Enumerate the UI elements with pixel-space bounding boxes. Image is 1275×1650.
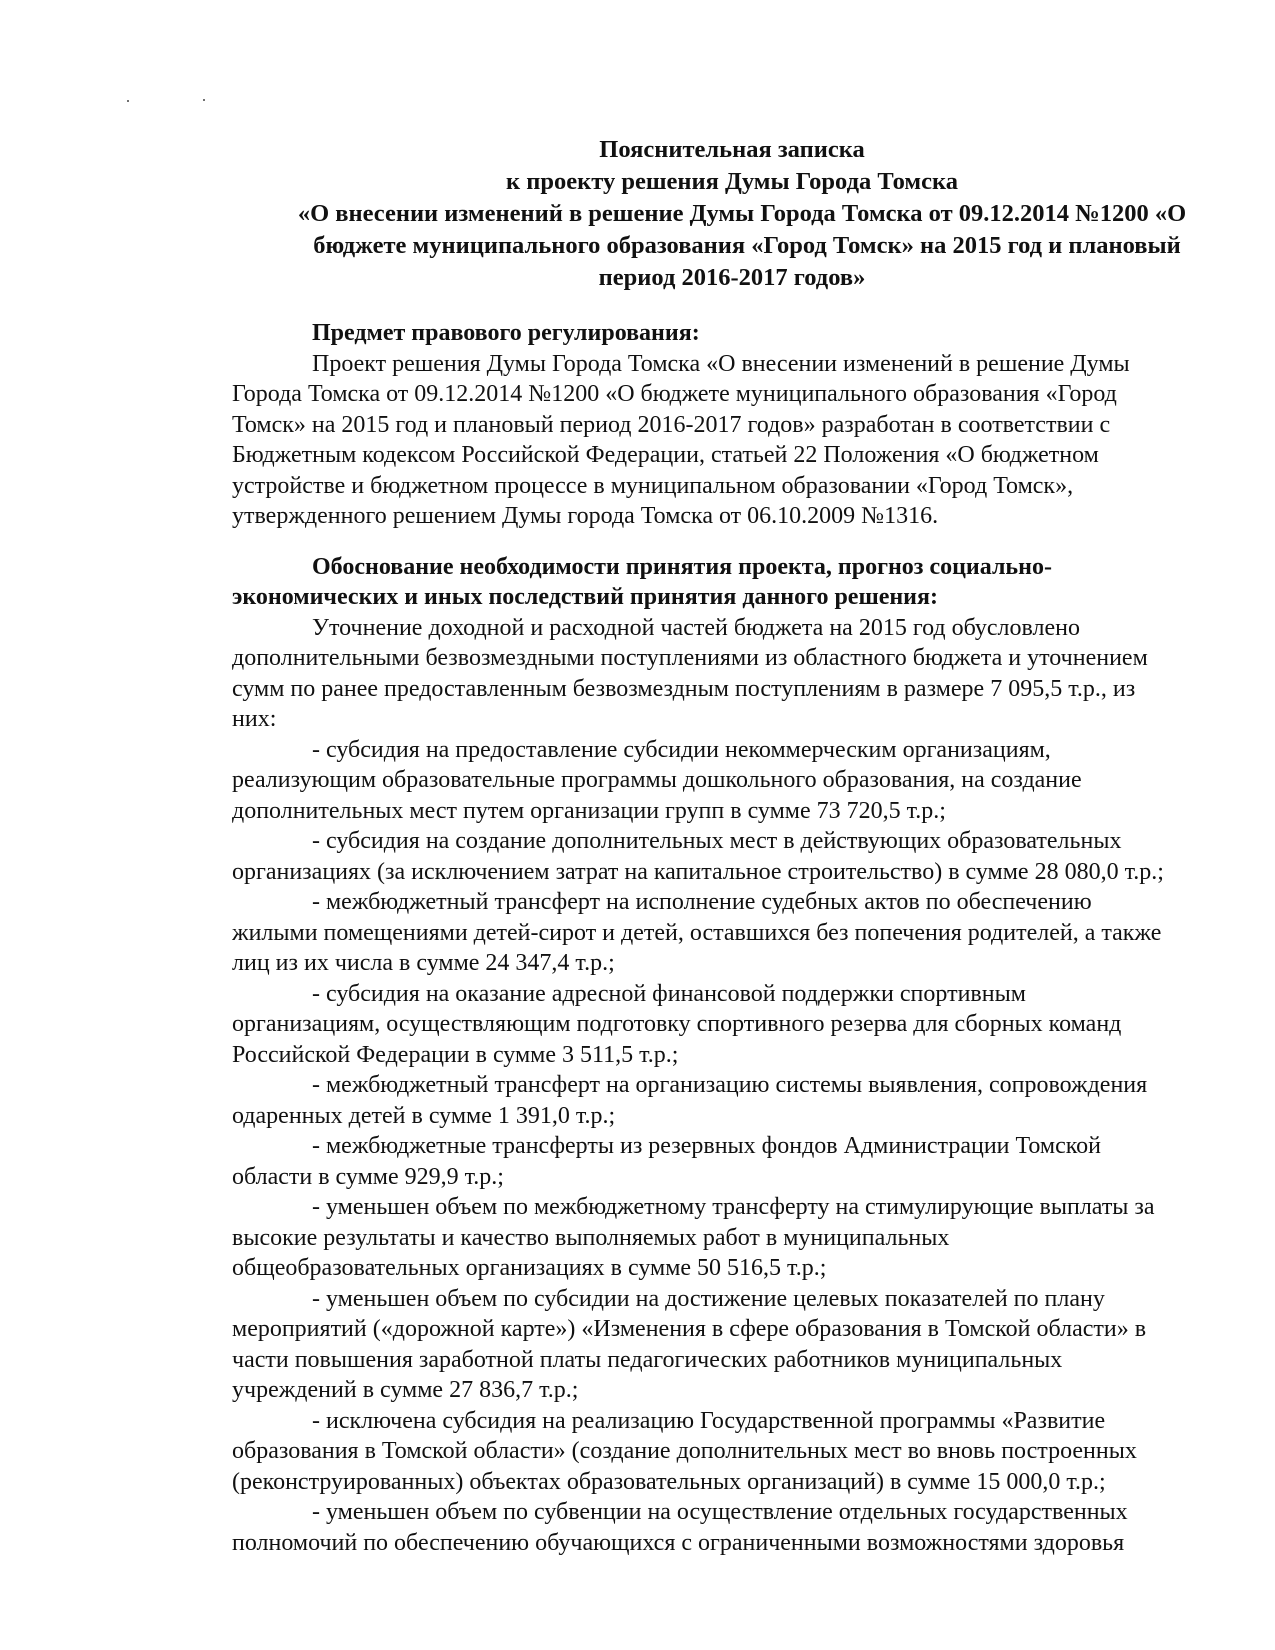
text-line: утвержденного решением Думы города Томска от 06.10.2009 №1316. — [232, 503, 939, 529]
text-line: лиц из их числа в сумме 24 347,4 т.р.; — [232, 950, 615, 976]
list-item — [232, 735, 1275, 827]
text-line: учреждений в сумме 27 836,7 т.р.; — [232, 1377, 579, 1403]
list-item — [232, 1192, 1275, 1284]
text-line: (реконструированных) объектах образовательных организаций) в сумме 15 000,0 т.р.; — [232, 1468, 1106, 1495]
text-line: реализующим образовательные программы дошкольного образования, на создание — [232, 767, 1082, 793]
text-line: - межбюджетные трансферты из резервных фондов Администрации Томской — [312, 1133, 1102, 1159]
text-line: них: — [232, 706, 277, 732]
text-line: - исключена субсидия на реализацию Государственной программы «Развитие — [312, 1407, 1106, 1434]
text-line: - субсидия на предоставление субсидии некоммерческим организациям, — [312, 736, 1051, 763]
list-item — [232, 1284, 1275, 1406]
text-line: - уменьшен объем по субвенции на осуществление отдельных государственных — [312, 1499, 1128, 1525]
text-line: общеобразовательных организациях в сумме 50 516,5 т.р.; — [232, 1255, 827, 1281]
text-line: - уменьшен объем по межбюджетному трансферту на стимулирующие выплаты за — [312, 1194, 1155, 1220]
list-item — [232, 1131, 1275, 1192]
text-line: мероприятий («дорожной карте») «Изменения в сфере образования в Томской области» в — [232, 1316, 1147, 1342]
text-line: - межбюджетный трансферт на исполнение судебных актов по обеспечению — [312, 889, 1092, 915]
text-line: области в сумме 929,9 т.р.; — [232, 1163, 504, 1190]
section-justification — [232, 552, 1275, 1559]
section-heading: Предмет правового регулирования: — [312, 320, 700, 346]
text-line: жилыми помещениями детей-сирот и детей, оставшихся без попечения родителей, а также — [232, 919, 1162, 946]
section-body — [232, 613, 1275, 1559]
scan-speck — [127, 100, 129, 102]
list-item — [232, 1497, 1275, 1558]
title-line: бюджете муниципального образования «Город Томск» на 2015 год и плановый — [313, 232, 1181, 259]
text-line: дополнительных мест путем организации групп в сумме 73 720,5 т.р.; — [232, 797, 946, 824]
text-line: Российской Федерации в сумме 3 511,5 т.р.; — [232, 1041, 679, 1068]
title-line: к проекту решения Думы Города Томска — [506, 168, 958, 195]
text-line: Томск» на 2015 год и плановый период 2016-2017 годов» разработан в соответствии с — [232, 411, 1111, 438]
text-line: организациям, осуществляющим подготовку спортивного резерва для сборных команд — [232, 1011, 1122, 1037]
title-line: Пояснительная записка — [599, 136, 865, 163]
text-line: организациях (за исключением затрат на капитальное строительство) в сумме 28 080,0 т.р.; — [232, 858, 1164, 885]
list-item — [232, 1406, 1275, 1498]
text-line: Уточнение доходной и расходной частей бюджета на 2015 год обусловлено — [312, 614, 1080, 641]
list-item — [232, 1070, 1275, 1131]
text-line: полномочий по обеспечению обучающихся с ограниченными возможностями здоровья — [232, 1529, 1125, 1556]
title-line: период 2016-2017 годов» — [598, 264, 866, 291]
section-heading: Обоснование необходимости принятия проекта, прогноз социально- — [312, 553, 1052, 580]
text-line: Бюджетным кодексом Российской Федерации, статьей 22 Положения «О бюджетном — [232, 442, 1099, 468]
text-line: - субсидия на создание дополнительных мест в действующих образовательных — [312, 828, 1122, 854]
text-line: образования в Томской области» (создание дополнительных мест во вновь построенных — [232, 1438, 1137, 1464]
section-body — [232, 349, 1275, 532]
text-line: устройстве и бюджетном процессе в муниципальном образовании «Город Томск», — [232, 472, 1074, 499]
title-line: «О внесении изменений в решение Думы Города Томска от 09.12.2014 №1200 «О — [297, 200, 1187, 227]
list-item — [232, 887, 1275, 979]
text-line: дополнительными безвозмездными поступлениями из областного бюджета и уточнением — [232, 645, 1148, 671]
text-line: - межбюджетный трансферт на организацию системы выявления, сопровождения — [312, 1072, 1148, 1098]
text-line: - уменьшен объем по субсидии на достижение целевых показателей по плану — [312, 1285, 1105, 1312]
list-item — [232, 826, 1275, 887]
section-legal-subject — [232, 318, 1275, 532]
text-line: - субсидия на оказание адресной финансовой поддержки спортивным — [312, 980, 1026, 1007]
text-line: Города Томска от 09.12.2014 №1200 «О бюджете муниципального образования «Город — [232, 381, 1117, 407]
text-line: высокие результаты и качество выполняемых работ в муниципальных — [232, 1224, 950, 1251]
list-item — [232, 979, 1275, 1071]
text-line: части повышения заработной платы педагогических работников муниципальных — [232, 1346, 1063, 1373]
text-line: одаренных детей в сумме 1 391,0 т.р.; — [232, 1102, 616, 1129]
document-page — [232, 134, 1275, 1558]
scan-speck — [203, 99, 205, 101]
section-heading: экономических и иных последствий принятия данного решения: — [232, 584, 938, 610]
text-line: сумм по ранее предоставленным безвозмездным поступлениям в размере 7 095,5 т.р., из — [232, 675, 1136, 702]
text-line: Проект решения Думы Города Томска «О внесении изменений в решение Думы — [312, 350, 1130, 377]
document-title — [232, 134, 1232, 294]
